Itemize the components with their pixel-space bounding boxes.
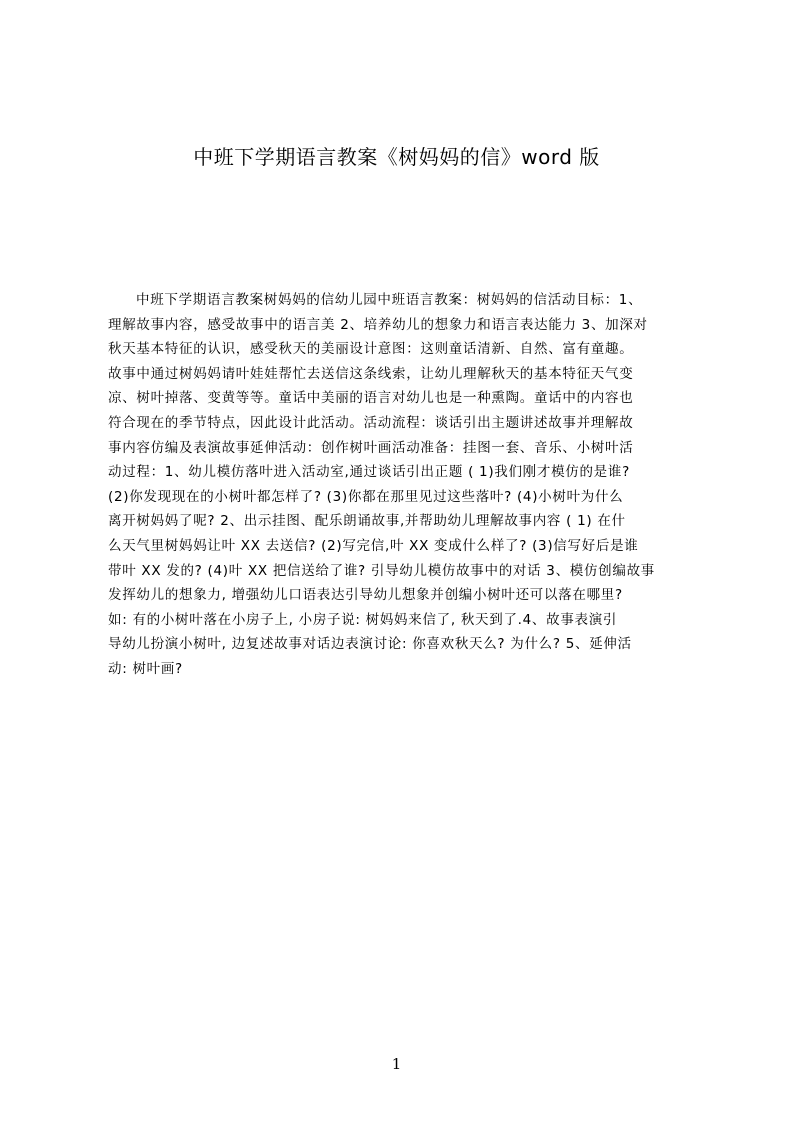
page-number: 1 <box>391 1055 402 1073</box>
body-line: 导幼儿扮演小树叶, 边复述故事对话边表演讨论: 你喜欢秋天么? 为什么? 5、延伸活 <box>108 636 632 653</box>
body-line: 如: 有的小树叶落在小房子上, 小房子说: 树妈妈来信了, 秋天到了.4、故事表演引 <box>108 611 618 628</box>
body-line: 理解故事内容，感受故事中的语言美 2、培养幼儿的想象力和语言表达能力 3、加深对 <box>108 316 648 333</box>
document-title: 中班下学期语言教案《树妈妈的信》word 版 <box>193 145 600 169</box>
body-line: 故事中通过树妈妈请叶娃娃帮忙去送信这条线索，让幼儿理解秋天的基本特征天气变 <box>108 365 634 382</box>
body-line: (2)你发现现在的小树叶都怎样了? (3)你都在那里见过这些落叶? (4)小树叶为什么 <box>108 488 624 505</box>
body-line: 秋天基本特征的认识，感受秋天的美丽设计意图：这则童话清新、自然、富有童趣。 <box>108 341 634 358</box>
body-line: 发挥幼儿的想象力, 增强幼儿口语表达引导幼儿想象并创编小树叶还可以落在哪里? <box>108 587 623 604</box>
body-line: 带叶 XX 发的? (4)叶 XX 把信送给了谁? 引导幼儿模仿故事中的对话 3、模仿创编故事 <box>108 562 655 579</box>
body-line: 动过程：1、幼儿模仿落叶进入活动室,通过谈话引出正题 ( 1)我们刚才模仿的是谁? <box>108 464 630 481</box>
body-line: 中班下学期语言教案树妈妈的信幼儿园中班语言教案：树妈妈的信活动目标：1、 <box>136 292 643 308</box>
body-line: 动: 树叶画? <box>108 660 183 677</box>
body-line: 凉、树叶掉落、变黄等等。童话中美丽的语言对幼儿也是一种熏陶。童话中的内容也 <box>108 390 634 407</box>
document-body <box>108 288 697 682</box>
body-line: 离开树妈妈了呢? 2、出示挂图、配乐朗诵故事,并帮助幼儿理解故事内容 ( 1) 在什 <box>108 513 626 530</box>
body-line: 事内容仿编及表演故事延伸活动：创作树叶画活动准备：挂图一套、音乐、小树叶活 <box>108 439 634 456</box>
body-line: 么天气里树妈妈让叶 XX 去送信? (2)写完信,叶 XX 变成什么样了? (3)信写好后是谁 <box>108 537 639 554</box>
body-line: 符合现在的季节特点，因此设计此活动。活动流程：谈话引出主题讲述故事并理解故 <box>108 414 634 431</box>
